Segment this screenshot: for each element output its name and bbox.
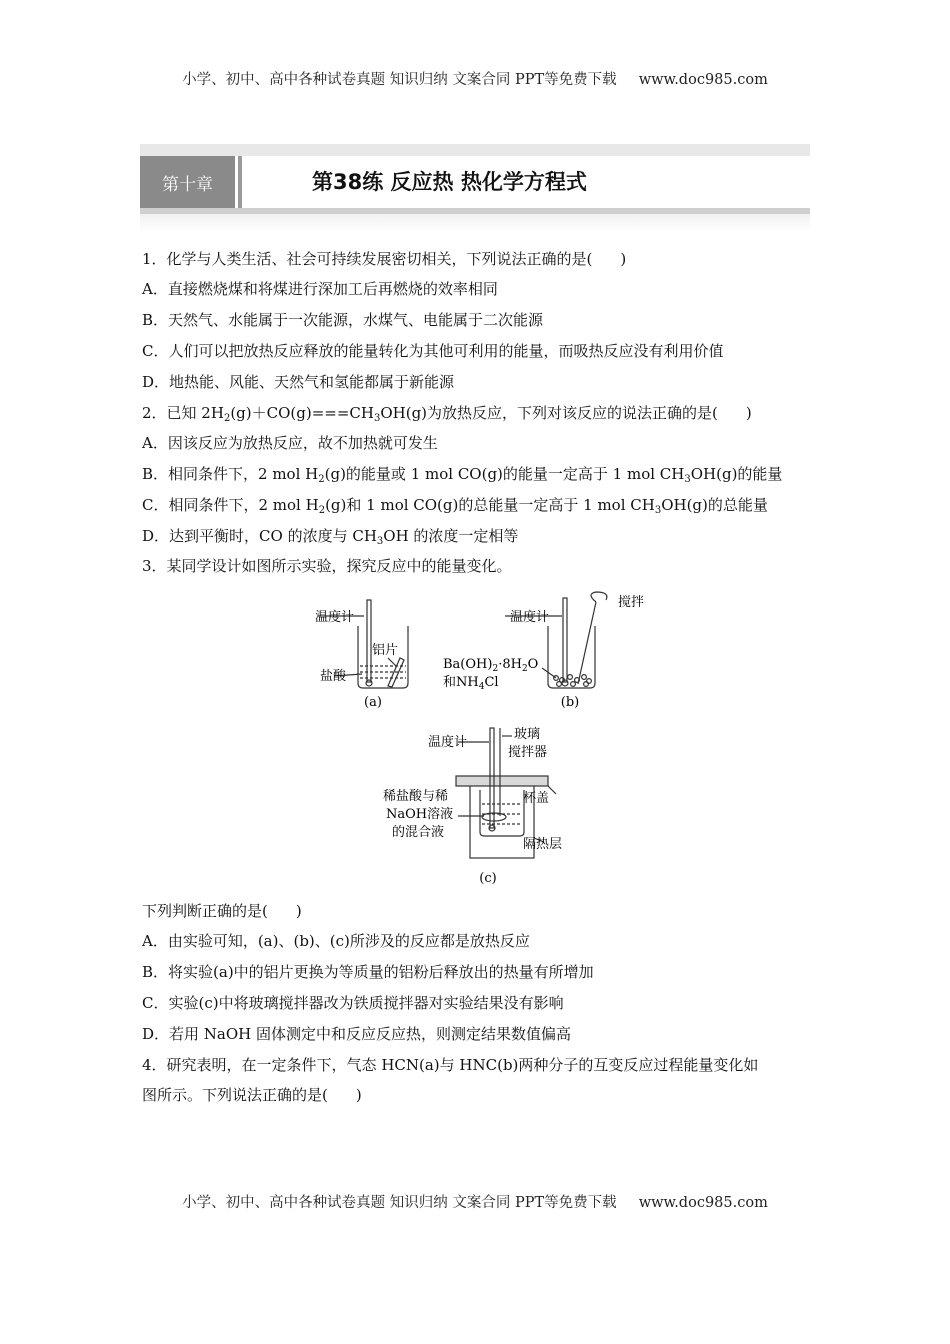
header-text: 小学、初中、高中各种试卷真题 知识归纳 文案合同 PPT等免费下载 [182, 72, 617, 88]
label-c-lid: 杯盖 [523, 791, 550, 806]
thermometer-b [563, 598, 567, 682]
banner-divider [238, 156, 242, 208]
header-url[interactable]: www.doc985.com [638, 72, 768, 88]
caption-b: (b) [560, 695, 580, 710]
q2-option-a: A．因该反应为放热反应，故不加热就可发生 [142, 434, 438, 452]
footer-text: 小学、初中、高中各种试卷真题 知识归纳 文案合同 PPT等免费下载 [182, 1195, 617, 1211]
leader-mix-b [542, 668, 556, 678]
inner-cup [480, 790, 524, 836]
banner-top-band [140, 144, 810, 156]
label-a-thermometer: 温度计 [315, 610, 355, 625]
q1-option-a: A．直接燃烧煤和将煤进行深加工后再燃烧的效率相同 [142, 280, 498, 298]
thermometer-bulb-b [562, 680, 568, 686]
q1-stem: 1．化学与人类生活、社会可持续发展密切相关，下列说法正确的是( ) [142, 250, 627, 268]
q3-judge: 下列判断正确的是( ) [142, 902, 302, 920]
q1-option-b: B．天然气、水能属于一次能源，水煤气、电能属于二次能源 [142, 311, 544, 329]
caption-a: (a) [364, 695, 382, 710]
q3-option-a: A．由实验可知，(a)、(b)、(c)所涉及的反应都是放热反应 [142, 932, 530, 950]
stirring-rod [578, 602, 596, 684]
label-c-mix-2: NaOH溶液 [386, 807, 454, 822]
experiment-figure-c [380, 720, 580, 892]
experiment-figure-ab [300, 588, 680, 713]
figure-b [505, 592, 607, 688]
thermometer-a [367, 600, 371, 682]
label-a-aluminium: 铝片 [372, 643, 399, 658]
q2-option-d: D．达到平衡时，CO 的浓度与 $CH_3OH$ 的浓度一定相等 [142, 527, 519, 547]
label-a-acid: 盐酸 [320, 669, 347, 684]
label-b-reagent-1: $Ba(OH)_2\cdot 8H_2O$ [443, 657, 539, 674]
label-b-thermometer: 温度计 [510, 610, 550, 625]
q4-line-2: 图所示。下列说法正确的是( ) [142, 1086, 362, 1104]
q1-option-c: C．人们可以把放热反应释放的能量转化为其他可利用的能量，而吸热反应没有利用价值 [142, 342, 724, 360]
leader-al-a [388, 658, 396, 666]
thermometer-bulb-a [366, 680, 372, 686]
label-c-glass-2: 搅拌器 [508, 745, 548, 760]
label-c-glass-1: 玻璃 [514, 727, 541, 742]
chapter-title: 第38练 反应热 热化学方程式 [312, 170, 587, 194]
page-header [0, 68, 950, 89]
label-c-mix-1: 稀盐酸与稀 [383, 789, 449, 804]
footer-url[interactable]: www.doc985.com [638, 1195, 768, 1211]
label-c-mix-3: 的混合液 [392, 825, 445, 840]
label-c-insulation: 隔热层 [523, 837, 563, 852]
cup-lid [456, 776, 548, 786]
label-b-reagent-2: 和$NH_4Cl$ [443, 675, 499, 692]
q3-option-b: B．将实验(a)中的铝片更换为等质量的铝粉后释放出的热量有所增加 [142, 963, 594, 981]
q4-line-1: 4．研究表明，在一定条件下，气态 HCN(a)与 HNC(b)两种分子的互变反应过程能量变化如 [142, 1056, 759, 1074]
label-c-thermometer: 温度计 [428, 735, 468, 750]
q2-option-b: B．相同条件下，2 mol $H_2(g)$的能量或 1 mol CO(g)的能量一定高于 1 mol $CH_3OH(g)$的能量 [142, 465, 783, 485]
label-b-stir: 搅拌 [618, 595, 645, 610]
leader-lid-c [548, 786, 556, 794]
q3-option-c: C．实验(c)中将玻璃搅拌器改为铁质搅拌器对实验结果没有影响 [142, 994, 564, 1012]
page-footer [0, 1191, 950, 1212]
chapter-tag: 第十章 [140, 156, 235, 208]
q3-option-d: D．若用 NaOH 固体测定中和反应反应热，则测定结果数值偏高 [142, 1025, 572, 1043]
q2-option-c: C．相同条件下，2 mol $H_2(g)$和 1 mol CO(g)的总能量一定高于 1 mol $CH_3OH(g)$的总能量 [142, 496, 768, 516]
chapter-banner [140, 144, 810, 232]
banner-fade [140, 214, 810, 232]
q2-stem: 2．已知 $2H_2(g)+CO(g)===CH_3OH(g)$为放热反应，下列对该反应的说法正确的是( ) [142, 404, 752, 424]
q3-stem: 3．某同学设计如图所示实验，探究反应中的能量变化。 [142, 557, 512, 575]
solid-mixture [554, 675, 592, 687]
caption-c: (c) [479, 871, 497, 886]
q1-option-d: D．地热能、风能、天然气和氢能都属于新能源 [142, 373, 455, 391]
stirring-hook [591, 592, 607, 602]
